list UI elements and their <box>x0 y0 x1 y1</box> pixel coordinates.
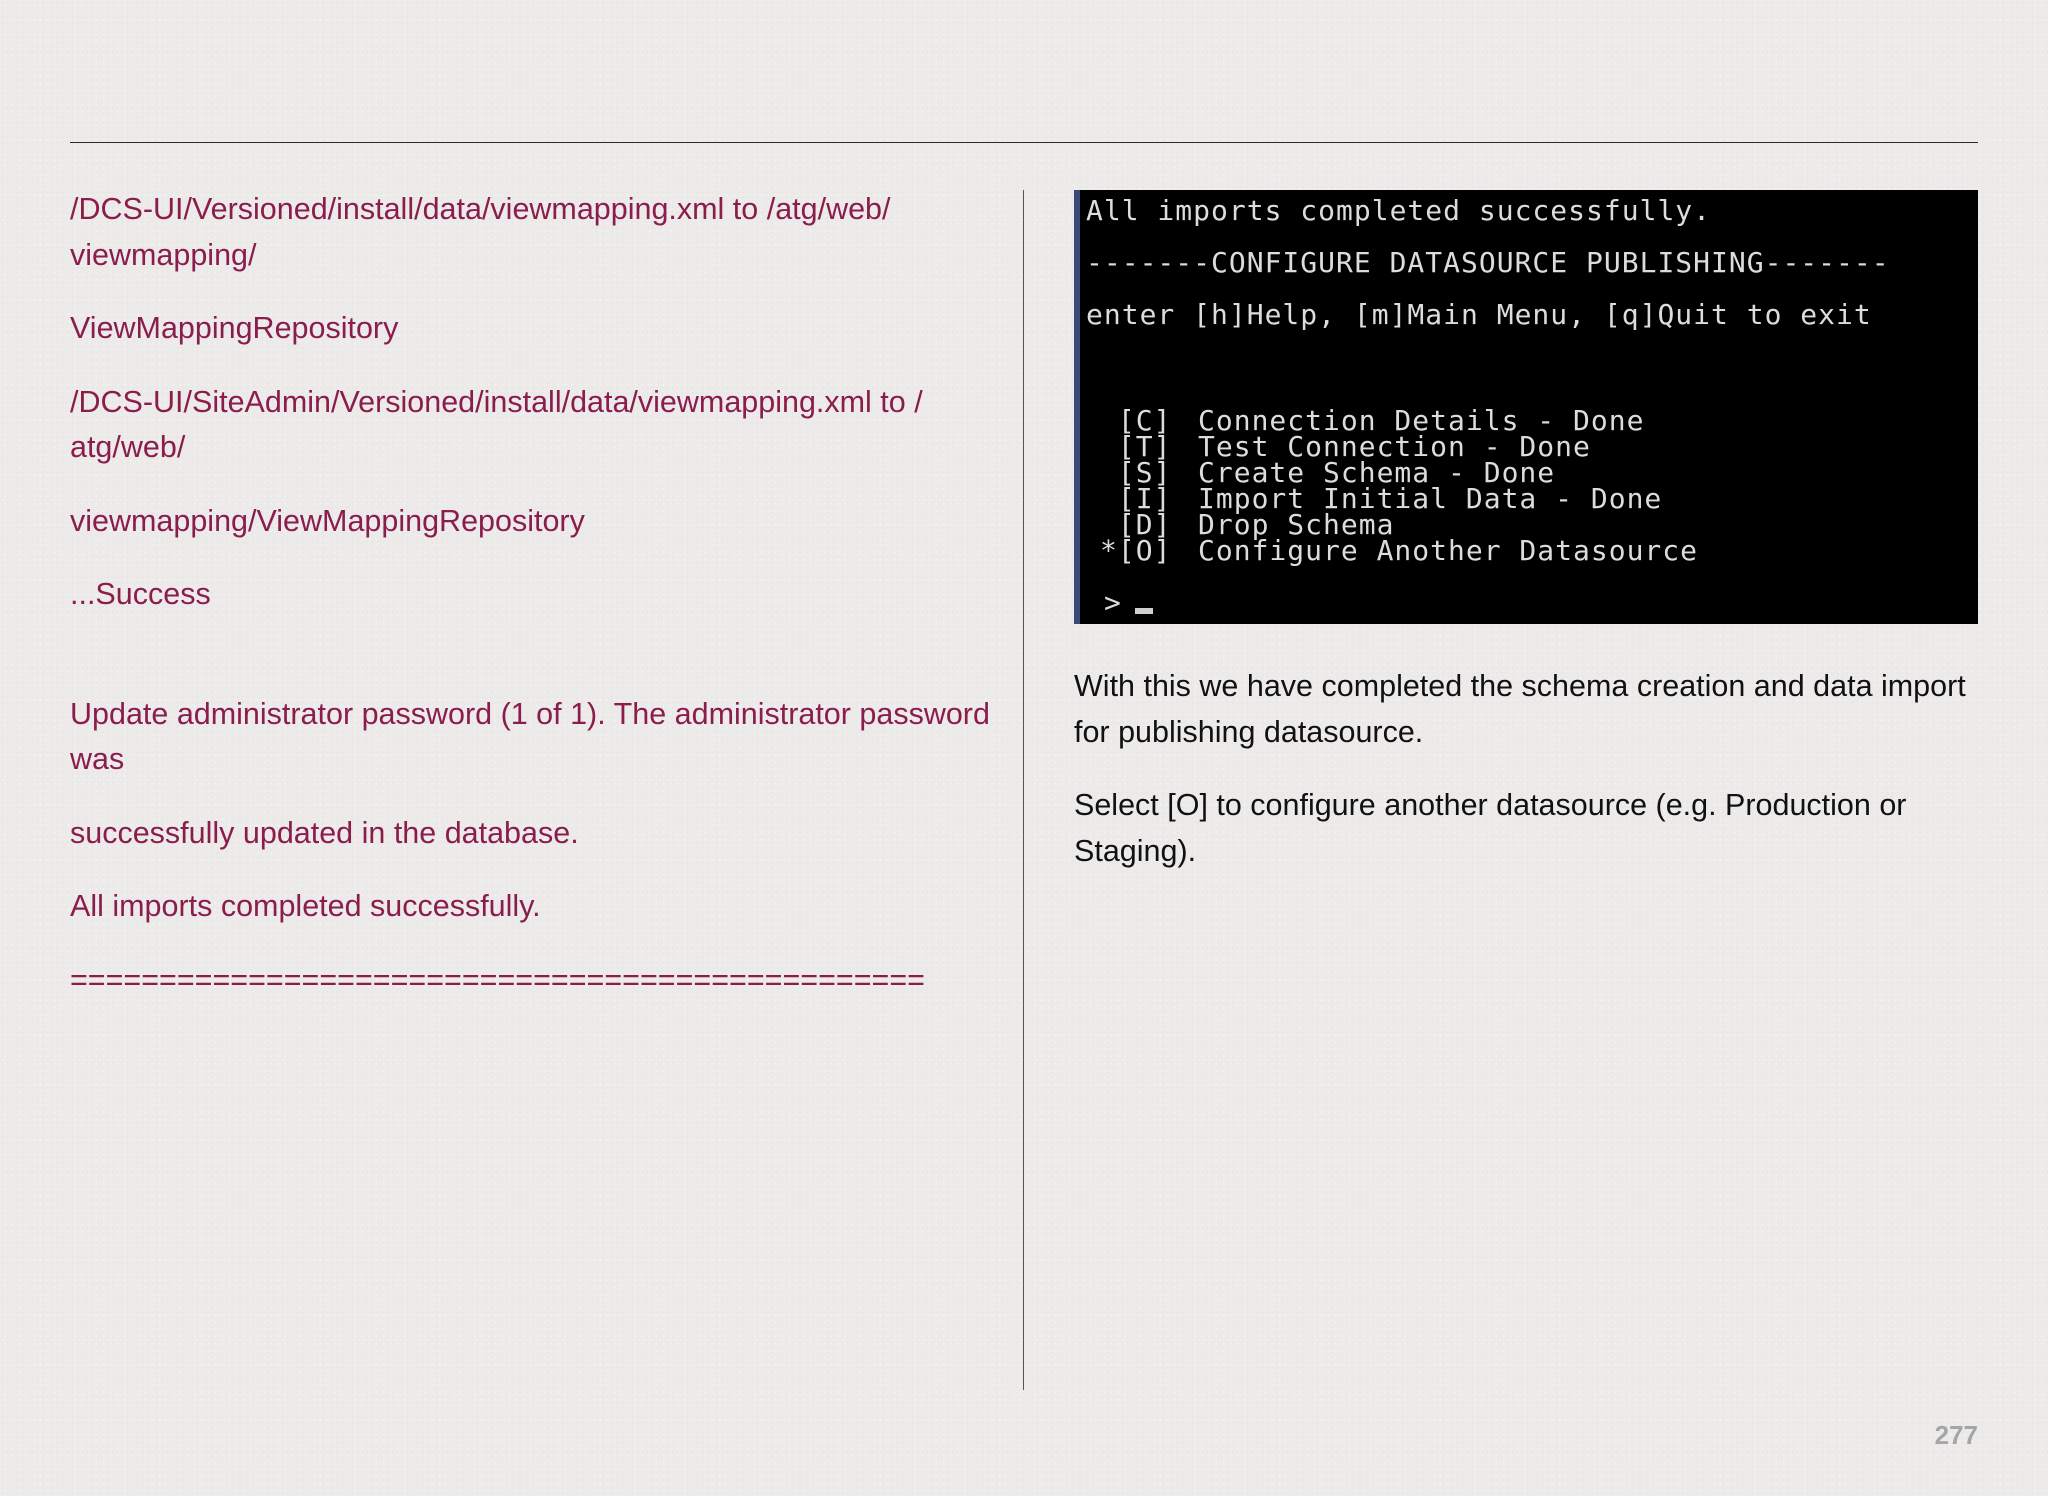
menu-option-key: [T] <box>1100 430 1172 463</box>
text-line: viewmapping/ViewMappingRepository <box>70 503 585 538</box>
text-line: Update administrator password (1 of 1). The administrator password was <box>70 696 990 776</box>
terminal-line: enter [h]Help, [m]Main Menu, [q]Quit to exit <box>1086 298 1872 331</box>
terminal-prompt <box>1104 586 1153 619</box>
text-line: All imports completed successfully. <box>70 889 541 923</box>
menu-option-label: Test Connection - Done <box>1198 430 1591 463</box>
menu-option-key: [C] <box>1100 404 1172 437</box>
terminal-line: -------CONFIGURE DATASOURCE PUBLISHING------- <box>1086 246 1890 279</box>
header-rule <box>70 142 1978 143</box>
page-number: 277 <box>1934 1420 1978 1450</box>
separator-line: ================================================ <box>70 962 925 997</box>
text-line: successfully updated in the database. <box>70 815 579 850</box>
menu-option-label: Create Schema - Done <box>1198 456 1556 489</box>
terminal-screenshot <box>1074 190 1978 624</box>
right-column <box>1074 664 1974 902</box>
menu-option-label: Drop Schema <box>1198 508 1395 541</box>
text-line: /DCS-UI/Versioned/install/data/viewmapping.xml to /atg/web/ viewmapping/ <box>70 192 891 272</box>
menu-option-key: *[O] <box>1100 534 1172 567</box>
menu-option-label: Configure Another Datasource <box>1198 534 1699 567</box>
text-line: ...Success <box>70 577 211 611</box>
terminal-menu <box>1100 404 1699 567</box>
menu-option-label: Connection Details - Done <box>1198 404 1645 437</box>
cursor-icon <box>1135 608 1153 614</box>
body-paragraph: With this we have completed the schema creation and data import for publishing datasource. <box>1074 669 1966 749</box>
left-column <box>70 187 990 1031</box>
terminal-line: All imports completed successfully. <box>1086 194 1712 227</box>
menu-option-key: [D] <box>1100 508 1172 541</box>
menu-option <box>1100 482 1698 515</box>
menu-option-key: [S] <box>1100 456 1172 489</box>
menu-option <box>1100 534 1699 567</box>
column-divider <box>1023 190 1024 1390</box>
prompt-symbol: > <box>1104 586 1121 619</box>
text-line: ViewMappingRepository <box>70 311 399 345</box>
menu-option-label: Import Initial Data - Done <box>1198 482 1663 515</box>
body-paragraph: Select [O] to configure another datasource (e.g. Production or Staging). <box>1074 788 1907 868</box>
menu-option-key: [I] <box>1100 482 1172 515</box>
text-line: /DCS-UI/SiteAdmin/Versioned/install/data/viewmapping.xml to / atg/web/ <box>70 384 923 464</box>
